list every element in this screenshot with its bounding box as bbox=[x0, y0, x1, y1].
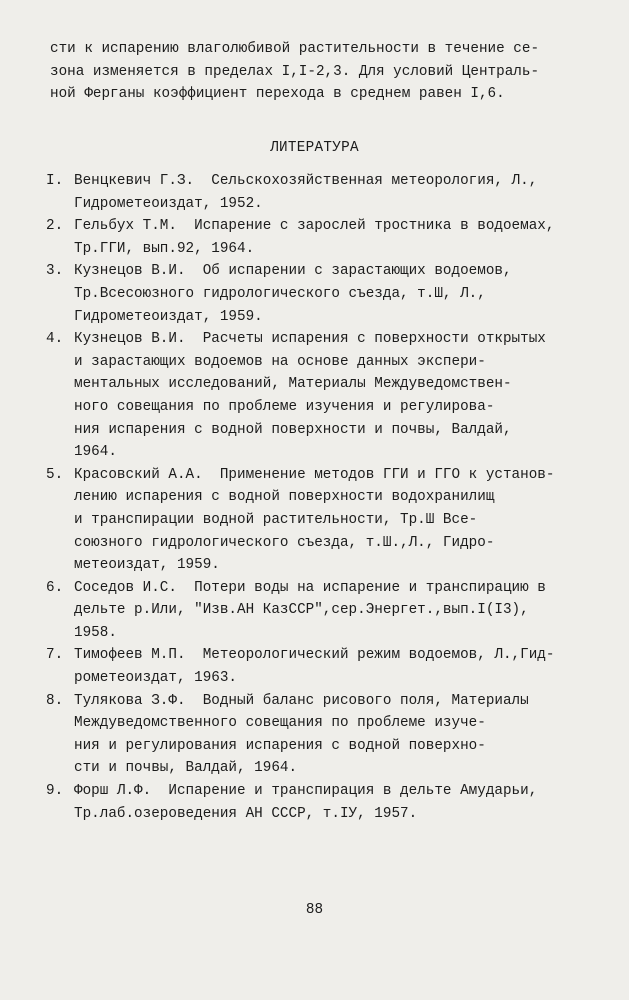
reference-text bbox=[74, 464, 606, 577]
reference-item bbox=[46, 170, 606, 215]
reference-line: Тулякова З.Ф. Водный баланс рисового поля, Материалы bbox=[74, 692, 529, 709]
reference-number: 2. bbox=[46, 218, 64, 235]
reference-item bbox=[46, 464, 606, 577]
reference-item bbox=[46, 215, 606, 260]
reference-number: 9. bbox=[46, 783, 64, 800]
reference-line: Тр.Всесоюзного гидрологического съезда, т.Ш, Л., bbox=[74, 285, 486, 302]
reference-line: Междуведомственного совещания по проблеме изуче- bbox=[74, 715, 486, 732]
reference-number: 8. bbox=[46, 692, 64, 709]
reference-number: 4. bbox=[46, 331, 64, 348]
reference-line: Гидрометеоиздат, 1952. bbox=[74, 195, 263, 212]
reference-line: Гельбух Т.М. Испарение с зарослей тростника в водоемах, bbox=[74, 218, 555, 235]
reference-line: Венцкевич Г.З. Сельскохозяйственная метеорология, Л., bbox=[74, 173, 538, 189]
reference-line: 1964. bbox=[74, 444, 117, 461]
reference-item bbox=[46, 328, 606, 464]
reference-item bbox=[46, 644, 606, 689]
reference-line: ния и регулирования испарения с водной поверхно- bbox=[74, 737, 486, 754]
page-number: 88 bbox=[305, 902, 324, 918]
reference-line: Тимофеев М.П. Метеорологический режим водоемов, Л.,Гид- bbox=[74, 647, 555, 664]
intro-line: зона изменяется в пределах I,I-2,3. Для условий Централь- bbox=[50, 63, 540, 80]
reference-line: Форш Л.Ф. Испарение и транспирация в дельте Амударьи, bbox=[74, 783, 538, 800]
reference-line: сти и почвы, Валдай, 1964. bbox=[74, 760, 298, 777]
reference-text bbox=[74, 170, 606, 215]
reference-line: Соседов И.С. Потери воды на испарение и транспирацию в bbox=[74, 579, 546, 596]
reference-line: Тр.ГГИ, вып.92, 1964. bbox=[74, 240, 255, 257]
reference-line: ного совещания по проблеме изучения и регулирова- bbox=[74, 398, 495, 415]
reference-line: ментальных исследований, Материалы Междуведомствен- bbox=[74, 376, 512, 393]
reference-item bbox=[46, 260, 606, 328]
reference-line: Гидрометеоиздат, 1959. bbox=[74, 308, 263, 325]
reference-text bbox=[74, 215, 606, 260]
reference-line: Кузнецов В.И. Об испарении с зарастающих водоемов, bbox=[74, 263, 512, 280]
reference-line: дельте р.Или, "Изв.АН КазССР",сер.Энергет.,вып.I(I3), bbox=[74, 602, 529, 619]
reference-text bbox=[74, 328, 606, 464]
reference-line: ния испарения с водной поверхности и почвы, Валдай, bbox=[74, 421, 512, 438]
reference-line: и зарастающих водоемов на основе данных экспери- bbox=[74, 353, 486, 370]
intro-line: ной Ферганы коэффициент перехода в среднем равен I,6. bbox=[50, 86, 505, 102]
section-heading: ЛИТЕРАТУРА bbox=[270, 140, 359, 156]
reference-text bbox=[74, 577, 606, 645]
reference-line: лению испарения с водной поверхности водохранилищ bbox=[74, 489, 495, 506]
reference-line: союзного гидрологического съезда, т.Ш.,Л., Гидро- bbox=[74, 534, 495, 551]
reference-item bbox=[46, 780, 606, 825]
reference-line: Красовский А.А. Применение методов ГГИ и ГГО к установ- bbox=[74, 466, 555, 483]
reference-item bbox=[46, 577, 606, 645]
reference-line: Кузнецов В.И. Расчеты испарения с поверхности открытых bbox=[74, 331, 546, 348]
reference-number: 6. bbox=[46, 579, 64, 596]
reference-text bbox=[74, 260, 606, 328]
reference-text bbox=[74, 780, 606, 825]
reference-number: 5. bbox=[46, 466, 64, 483]
reference-number: 3. bbox=[46, 263, 64, 280]
reference-line: 1958. bbox=[74, 624, 117, 641]
reference-item bbox=[46, 690, 606, 780]
reference-number: I. bbox=[46, 173, 64, 189]
intro-paragraph bbox=[50, 38, 590, 106]
reference-line: метеоиздат, 1959. bbox=[74, 557, 220, 574]
reference-text bbox=[74, 644, 606, 689]
reference-number: 7. bbox=[46, 647, 64, 664]
reference-line: Тр.лаб.озероведения АН СССР, т.IУ, 1957. bbox=[74, 805, 418, 822]
reference-list bbox=[46, 170, 606, 825]
intro-line: сти к испарению влаголюбивой растительности в течение се- bbox=[50, 41, 540, 57]
reference-text bbox=[74, 690, 606, 780]
reference-line: рометеоиздат, 1963. bbox=[74, 670, 238, 687]
reference-line: и транспирации водной растительности, Тр.Ш Все- bbox=[74, 511, 478, 528]
